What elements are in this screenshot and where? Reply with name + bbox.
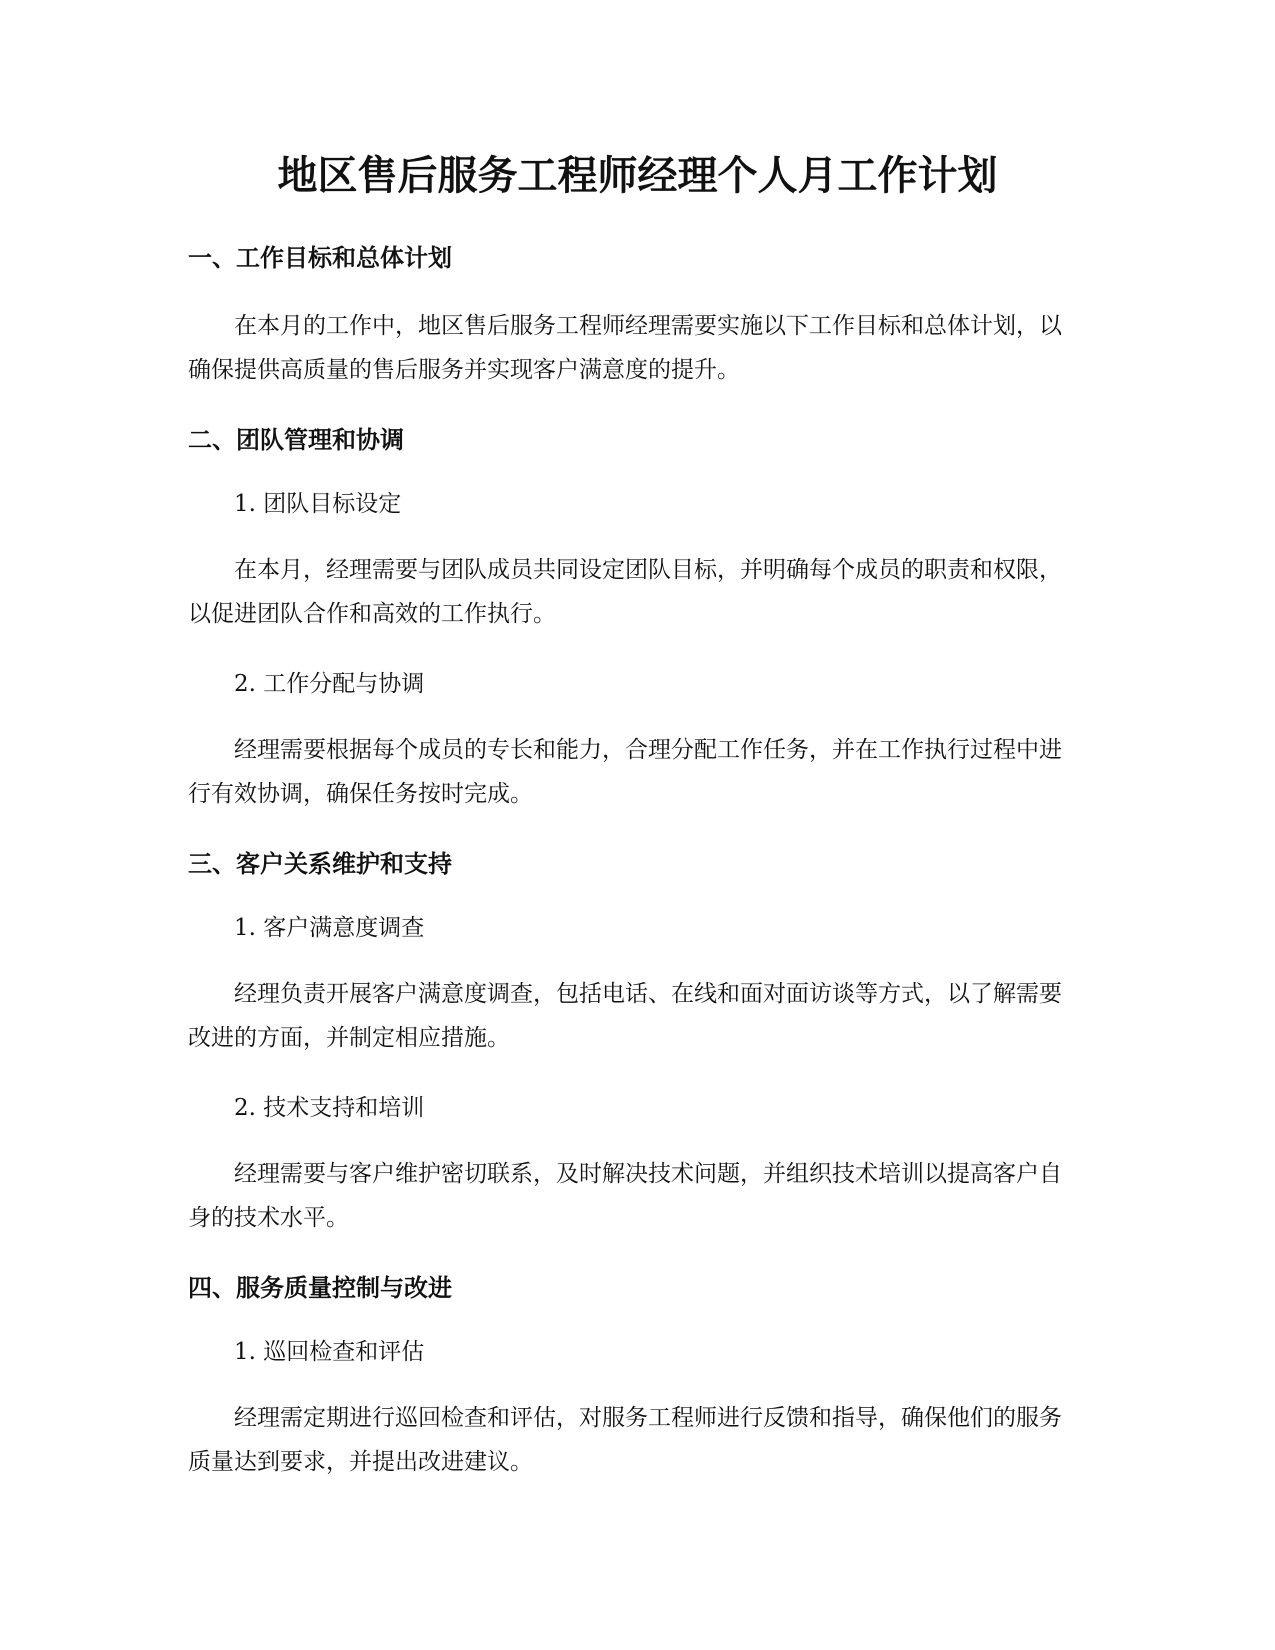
section-heading: 二、团队管理和协调	[188, 426, 404, 454]
subsection-paragraph: 经理需定期进行巡回检查和评估，对服务工程师进行反馈和指导，确保他们的服务质量达到要求，并提出改进建议。	[188, 1405, 1062, 1475]
section-customer-relations	[188, 846, 1083, 1270]
subsection-label: 1. 客户满意度调查	[234, 915, 425, 941]
section-goals	[188, 240, 1083, 422]
subsection-paragraph: 在本月，经理需要与团队成员共同设定团队目标，并明确每个成员的职责和权限，以促进团队合作和高效的工作执行。	[188, 557, 1062, 627]
subsection-paragraph: 经理负责开展客户满意度调查，包括电话、在线和面对面访谈等方式，以了解需要改进的方面，并制定相应措施。	[188, 981, 1062, 1051]
section-heading: 四、服务质量控制与改进	[188, 1274, 452, 1302]
section-heading: 三、客户关系维护和支持	[188, 850, 452, 878]
subsection-label: 1. 团队目标设定	[234, 491, 402, 517]
subsection-label: 1. 巡回检查和评估	[234, 1339, 425, 1365]
section-quality-control	[188, 1270, 1083, 1484]
document-body	[188, 240, 1083, 1484]
subsection-paragraph: 经理需要根据每个成员的专长和能力，合理分配工作任务，并在工作执行过程中进行有效协调，确保任务按时完成。	[188, 737, 1062, 807]
section-team-management	[188, 422, 1083, 846]
subsection-paragraph: 经理需要与客户维护密切联系，及时解决技术问题，并组织技术培训以提高客户自身的技术水平。	[188, 1161, 1062, 1231]
section-paragraph: 在本月的工作中，地区售后服务工程师经理需要实施以下工作目标和总体计划，以确保提供高质量的售后服务并实现客户满意度的提升。	[188, 313, 1062, 383]
document-title: 地区售后服务工程师经理个人月工作计划	[277, 153, 998, 199]
subsection-label: 2. 技术支持和培训	[234, 1095, 425, 1121]
subsection-label: 2. 工作分配与协调	[234, 671, 425, 697]
section-heading: 一、工作目标和总体计划	[188, 244, 452, 272]
